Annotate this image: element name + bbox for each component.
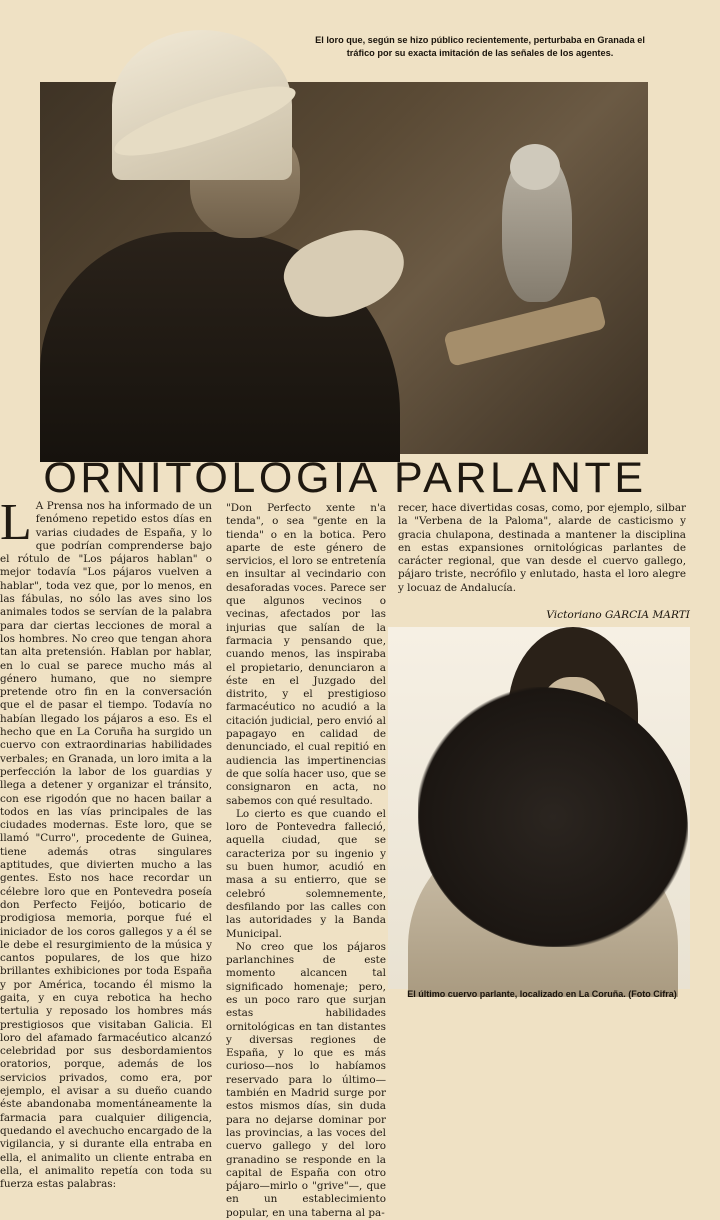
column-1-text: A Prensa nos ha informado de un fenómeno repetido estos días en varias ciudades de España, y lo que podrían comprenderse bajo el rótulo de "Los pájaros hablan" o mejor todavía "Los pájaros vuelven a hablar", toda vez que, por lo menos, en las fábulas, no sólo las aves sino los animales todos se servían de la palabra para dar ciertas lecciones de moral a los hombres. No creo que tengan ahora tan alta pretensión. Hablan por hablar, en lo cual se parece mucho más al género humano, que no siempre pretende otro fin en la conversación que el de pasar el tiempo. Todavía no habían llegado los pájaros a eso. Es el hecho que en La Coruña ha surgido un cuervo con extraordinarias habilidades verbales; en Granada, un loro imita a la perfección la labor de los guardias y llega a detener y organizar el tránsito, con ese rigodón que no hacen bailar a todos en las vías principales de las ciudades modernas. Este loro, que se llamó "Curro", procedente de Guinea, tiene además otras singulares aptitudes, que divierten mucho a las gentes. Esto nos hace recordar un célebre loro que en Pontevedra poseía don Perfecto Feijóo, boticario de prodigiosa memoria, porque fué el iniciador de los coros gallegos y a él se le debe el resurgimiento de la música y cantos populares, de los que hizo brillantes exhibiciones por toda España y por América, tocando él mismo la gaita, y en cuya rebotica ha hecho tertulia y reposado los hombres más prestigiosos que visitaban Galicia. El loro del afamado farmacéutico alcanzó celebridad por sus desbordamientos oratorios, porque, además de los servicios privados, como era, por ejemplo, el avisar a su dueño cuando éste abandonaba momentáneamente la farmacia para cualquier diligencia, quedando el avechucho encargado de la vigilancia, y si durante ella entraba en ella, el animalito un cliente entraba en ella, el animalito repetía con toda su fuerza estas palabras: [0, 500, 213, 1191]
article-column-3 [398, 502, 686, 595]
crow [418, 687, 688, 947]
column-2-paragraph-1: "Don Perfecto xente n'a tenda", o sea "gente en la tienda" o en la botica. Pero aparte de este género de servicios, el loro se entretenía en insultar al vecindario con desaforadas voces. Parece ser que algunos vecinos o vecinas, afectados por las injurias que salían de la farmacia y pensando que, cuando menos, las inspiraba el propietario, denunciaron a éste en el Juzgado del distrito, y el prestigioso farmacéutico no acudió a la citación judicial, pero envió al papagayo en calidad de denunciado, el cual repitió en audiencia las impertinencias de que solía hacer uso, que se consignaron en acta, no sabemos con qué resultado. [226, 502, 386, 807]
parrot-perch [443, 295, 606, 367]
drop-cap: L [0, 494, 32, 551]
article-column-2 [226, 502, 386, 1219]
column-3-paragraph-1: recer, hace divertidas cosas, como, por ejemplo, silbar la "Verbena de la Paloma", alarde de casticismo y gracia chulapona, destinada a mantener la disciplina en estas expansiones ornitológicas parlantes de carácter regional, que van desde el cuervo gallego, pájaro triste, necrófilo y enlutado, hasta el loro alegre y locuaz de Andalucía. [398, 502, 686, 594]
column-2-paragraph-3: No creo que los pájaros parlanchines de este momento alcancen tal significado homenaje; pero, es un poco raro que surjan estas habilidades ornitológicas en tan distantes y diversas regiones de España, y lo que es más curioso—nos lo habíamos reservado para lo último—también en Madrid surge por estos mismos días, sin duda para no dejarse dominar por las provincias, a las voces del cuervo gallego y del loro granadino se responde en la capital de España con otro pájaro—mirlo o "grive"—, que en un establecimiento popular, en una taberna al pa- [226, 940, 386, 1219]
guard-and-parrot-photo [40, 82, 648, 454]
top-photo-caption: El loro que, según se hizo público recientemente, perturbaba en Granada el tráfico por su exacta imitación de las señales de los agentes. [315, 35, 645, 58]
article-headline: ORNITOLOGIA PARLANTE [43, 454, 647, 502]
parrot-head [510, 144, 560, 190]
woman-with-crow-photo [388, 627, 690, 989]
column-2-paragraph-2: Lo cierto es que cuando el loro de Pontevedra falleció, aquella ciudad, que se caracteriza por su ingenio y su buen humor, acudió en masa a su entierro, que se celebró solemnemente, desfilando por las calles con las autoridades y la Banda Municipal. [226, 807, 386, 940]
article-column-1 [0, 494, 213, 1191]
bottom-photo-caption: El último cuervo parlante, localizado en La Coruña. (Foto Cifra) [407, 989, 677, 999]
author-byline: Victoriano GARCIA MARTI [546, 609, 690, 621]
